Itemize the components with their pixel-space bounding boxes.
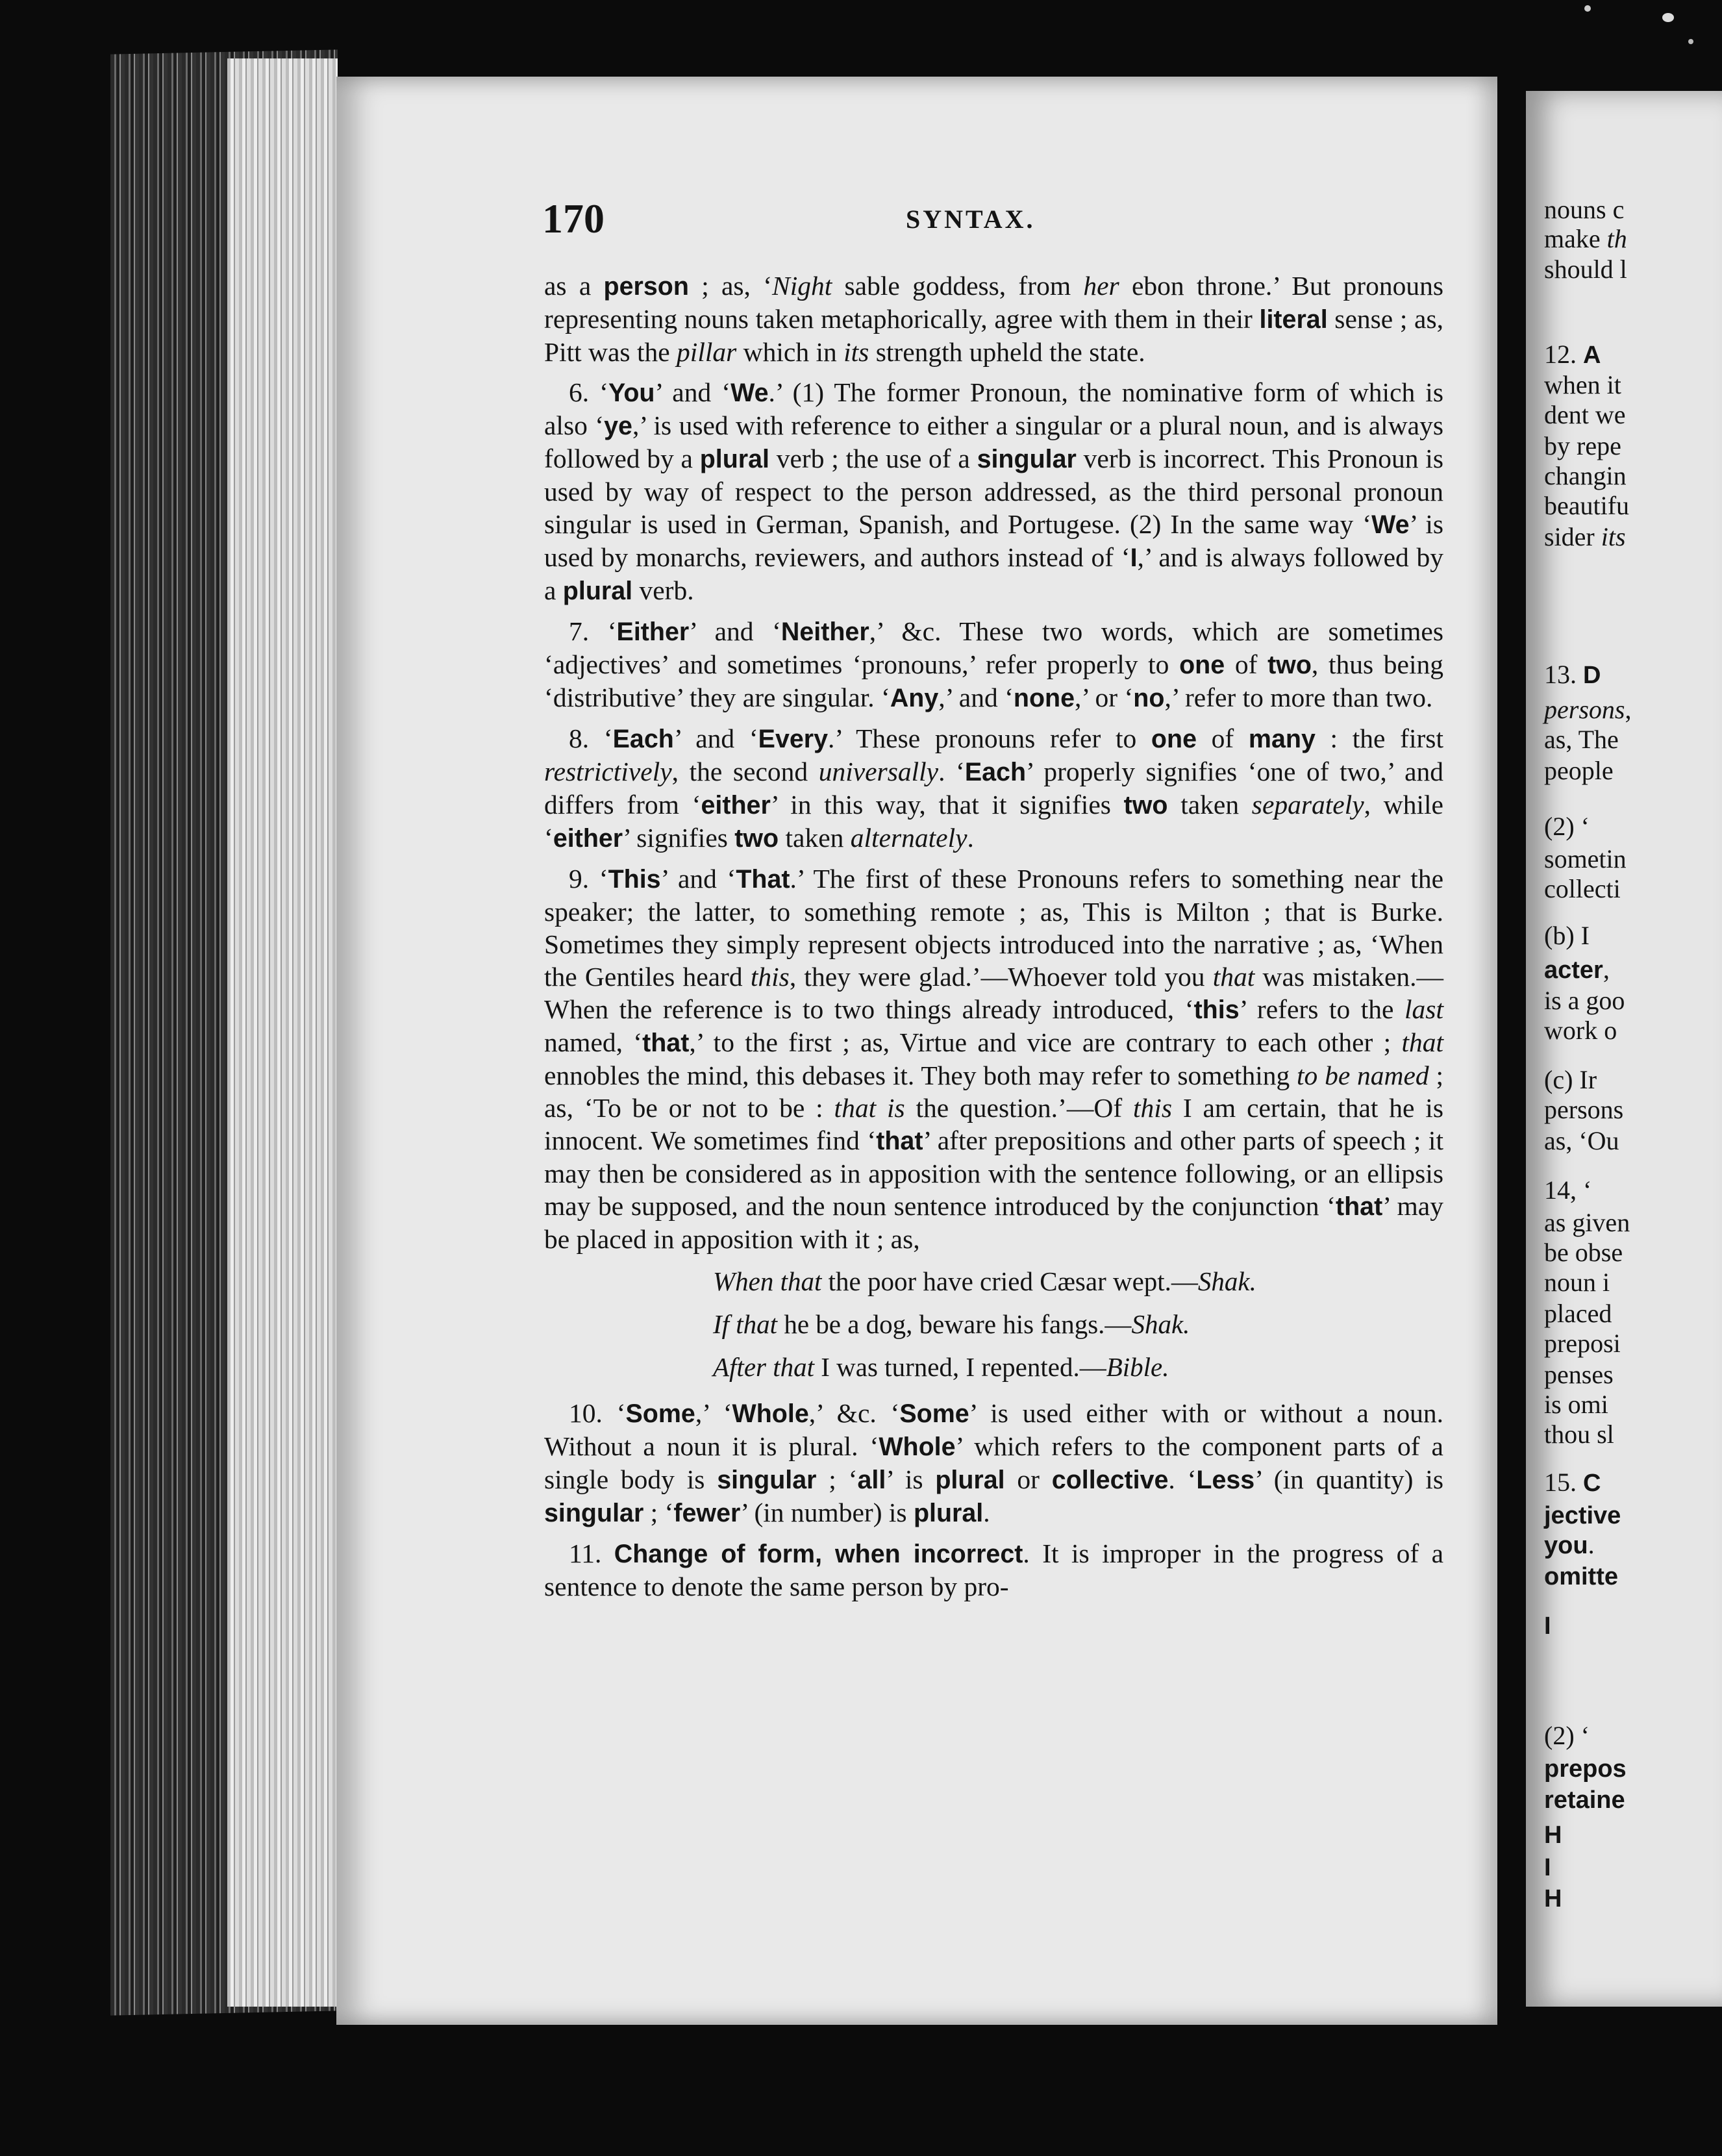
facing-page-text-fragment: (c) Ir	[1544, 1065, 1597, 1094]
facing-page-text-fragment: is omi	[1544, 1390, 1608, 1419]
scan-speck	[1584, 5, 1591, 12]
facing-page-text-fragment: (2) ‘	[1544, 812, 1590, 841]
facing-page-text-fragment: penses	[1544, 1360, 1614, 1389]
scan-speck	[1662, 13, 1674, 22]
paragraph-either-neither: 7. ‘Either’ and ‘Neither,’ &c. These two words, which are sometimes ‘adjectives’ and sometimes ‘pronouns,’ refer properly to one of two, thus being ‘distributive’ they are singular. ‘Any,’ and ‘none,’ or ‘no,’ refer to more than two.	[544, 616, 1444, 712]
facing-page-text-fragment: sometin	[1544, 844, 1627, 873]
facing-page-text-fragment: (2) ‘	[1544, 1721, 1590, 1750]
facing-page-text-fragment: jective	[1544, 1502, 1621, 1529]
facing-page-text-fragment: sider its	[1544, 522, 1626, 551]
facing-page-text-fragment: work o	[1544, 1016, 1617, 1045]
paragraph-each-every: 8. ‘Each’ and ‘Every.’ These pronouns refer to one of many : the first restrictively, the second universally. ‘Each’ properly signifies ‘one of two,’ and differs from ‘either’ in this way, that it signifies two taken separately, while ‘either’ signifies two taken alternately.	[544, 723, 1443, 853]
facing-page-text-fragment: 15. C	[1544, 1468, 1601, 1497]
facing-page-text-fragment: noun i	[1544, 1268, 1610, 1297]
facing-page-text-fragment: 12. A	[1544, 340, 1601, 369]
facing-page-text-fragment: (b) I	[1544, 921, 1590, 950]
page-body	[544, 270, 1443, 1611]
facing-page-text-fragment: make th	[1544, 224, 1627, 253]
facing-page-text-fragment: people	[1544, 756, 1614, 785]
quotation-line: If that he be a dog, beware his fangs.—Shak.	[713, 1309, 1190, 1339]
quotation-line: After that I was turned, I repented.—Bible.	[713, 1352, 1169, 1382]
scan-speck	[1688, 39, 1693, 44]
facing-page-text-fragment: beautifu	[1544, 491, 1630, 520]
facing-page-text-fragment: should l	[1544, 255, 1627, 284]
facing-page-text-fragment: acter,	[1544, 955, 1610, 984]
book-page-stack	[227, 58, 338, 2007]
facing-page-text-fragment: I	[1544, 1612, 1551, 1640]
facing-page-text-fragment: as, The	[1544, 725, 1619, 754]
facing-page-text-fragment: 14, ‘	[1544, 1175, 1592, 1205]
facing-page-text-fragment: collecti	[1544, 874, 1621, 903]
facing-page-text-fragment: preposi	[1544, 1329, 1621, 1358]
facing-page-text-fragment: by repe	[1544, 431, 1621, 460]
page-number: 170	[542, 195, 605, 242]
facing-page-text-fragment: thou sl	[1544, 1420, 1614, 1449]
facing-page-text-fragment: persons	[1544, 1095, 1624, 1124]
facing-page-text-fragment: as, ‘Ou	[1544, 1126, 1619, 1155]
facing-page-text-fragment: dent we	[1544, 400, 1626, 429]
page-header	[542, 195, 1451, 240]
facing-page-text-fragment: placed	[1544, 1299, 1612, 1328]
paragraph-change-of-form: 11. Change of form, when incorrect. It is improper in the progress of a sentence to denote the same person by pro-	[544, 1538, 1443, 1601]
facing-page-text-fragment: as given	[1544, 1208, 1630, 1237]
facing-page-text-fragment: H	[1544, 1822, 1562, 1849]
paragraph-continuation: as a person ; as, ‘Night sable goddess, from her ebon throne.’ But pronouns representing nouns taken metaphorically, agree with them in their literal sense ; as, Pitt was the pillar which in its strength upheld the state.	[544, 271, 1443, 367]
facing-page-text-fragment: I	[1544, 1854, 1551, 1881]
facing-page-text-fragment: prepos	[1544, 1755, 1627, 1783]
facing-page-text-fragment: persons,	[1544, 695, 1632, 724]
paragraph-you-and-we: 6. ‘You’ and ‘We.’ (1) The former Pronoun, the nominative form of which is also ‘ye,’ is used with reference to either a singular or a plural noun, and is always followed by a plural verb ; the use of a singular verb is incorrect. This Pronoun is used by way of respect to the person addressed, as the third personal pronoun singular is used in German, Spanish, and Portugese. (2) In the same way ‘We’ is used by monarchs, reviewers, and authors instead of ‘I,’ and is always followed by a plural verb.	[544, 377, 1444, 605]
facing-page-text-fragment: omitte	[1544, 1563, 1618, 1590]
facing-page-text-fragment: H	[1544, 1885, 1562, 1912]
paragraph-some-whole: 10. ‘Some,’ ‘Whole,’ &c. ‘Some’ is used either with or without a noun. Without a noun it is plural. ‘Whole’ which refers to the component parts of a single body is singular ; ‘all’ is plural or collective. ‘Less’ (in quantity) is singular ; ‘fewer’ (in number) is plural.	[544, 1398, 1443, 1527]
quotation-line: When that the poor have cried Cæsar wept.—Shak.	[713, 1266, 1256, 1296]
facing-page-text-fragment: nouns c	[1544, 195, 1625, 224]
facing-page-text-fragment: changin	[1544, 461, 1627, 490]
running-title: SYNTAX.	[906, 205, 1036, 234]
facing-page-text-fragment: be obse	[1544, 1238, 1623, 1267]
facing-page-text-fragment: retaine	[1544, 1786, 1625, 1814]
paragraph-this-that: 9. ‘This’ and ‘That.’ The first of these Pronouns refers to something near the speaker; the latter, to something remote ; as, This is Milton ; that is Burke. Sometimes they simply represent objects introduced into the narrative ; as, ‘When the Gentiles heard this, they were glad.’—Whoever told you that was mistaken.—When the reference is to two things already introduced, ‘this’ refers to the last named, ‘that,’ to the first ; as, Virtue and vice are contrary to each other ; that ennobles the mind, this debases it. They both may refer to something to be named ; as, ‘To be or not to be : that is the question.’—Of this I am certain, that he is innocent. We sometimes find ‘that’ after prepositions and other parts of speech ; it may then be considered as in apposition with the sentence following, or an ellipsis may be supposed, and the noun sentence introduced by the conjunction ‘that’ may be placed in apposition with it ; as,	[544, 864, 1444, 1254]
facing-page-text-fragment: 13. D	[1544, 660, 1601, 689]
facing-page-text-fragment: you.	[1544, 1530, 1595, 1559]
facing-page-text-fragment: when it	[1544, 370, 1621, 399]
quotation-block	[544, 1263, 1443, 1385]
facing-page-text-fragment: is a goo	[1544, 986, 1625, 1015]
facing-page-fragment	[1526, 91, 1722, 2007]
